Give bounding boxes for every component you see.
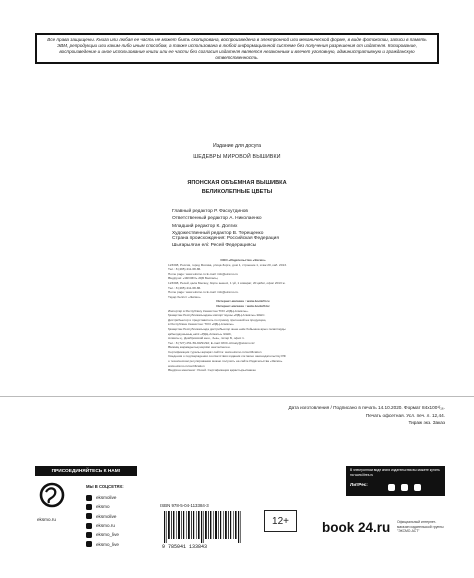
book-title-line-2: ВЕЛИКОЛЕПНЫЕ ЦВЕТЫ	[201, 189, 273, 195]
kz-line: қабылдаушының өкілі «РДЦ-Алматы» ЖШС,	[168, 331, 232, 336]
kz-line: Импортёр в Республику Казахстан ТОО «РДЦ-Алматы».	[168, 308, 249, 313]
junior-editor: Младший редактор К. Долгих	[172, 223, 238, 229]
copyright-notice-text: Все права защищены. Книга или любая ее часть не может быть скопирована, воспроизведена в электронной или механической форме, в виде фотокопии, записи в память ЭВМ, репродукции или каким-либо иным способом, а также использована в любой информационной системе без получения разрешения от издателя. Копирование, воспроизведение и иное использование книги или ее части без согласия издателя является незаконным и влечет уголовную, административную и гражданскую ответственность.	[47, 37, 427, 61]
join-us-banner: ПРИСОЕДИНЯЙТЕСЬ К НАМ!	[35, 466, 137, 476]
print-info	[185, 404, 445, 427]
odnoklassniki-icon	[86, 523, 92, 529]
divider	[0, 396, 474, 397]
publisher-line: 123308, Ресей, қала Мәскеу, Зорге көшесі, 1 үй, 1 ғимарат, 20 қабат, офис 2013 ж.	[168, 280, 286, 285]
book24-logo[interactable]: book 24.ru	[322, 520, 391, 535]
publisher-line: Home page: www.eksmo.ru E-mail: info@eksmo.ru	[168, 271, 239, 276]
isbn: ISBN 978-5-04-113384-3	[160, 503, 209, 508]
facebook-icon	[86, 504, 92, 510]
litres-logo: ЛитРес:	[350, 482, 368, 487]
kz-line: Дистрибьютор и представитель по приему претензий на продукцию,	[168, 317, 267, 322]
kz-line: в Республике Казахстан: ТОО «РДЦ-Алматы»	[168, 322, 234, 327]
edition-type: Издание для досуга	[212, 143, 262, 149]
eksmo-site[interactable]: eksmo.ru	[37, 517, 56, 522]
vk-icon	[86, 495, 92, 501]
kz-line: www.eksmo.ru/certification	[168, 363, 205, 368]
editor-credits	[172, 208, 263, 238]
barcode-icon	[160, 511, 252, 549]
print-specs: Печать офсетная. Усл. печ. л. 12,44.	[365, 412, 445, 418]
litres-text: В электронном виде книги издательства вы можете купить на www.litres.ru	[350, 468, 440, 477]
publisher-line: Home page: www.eksmo.ru E-mail: info@eksmo.ru.	[168, 290, 239, 295]
series-name: ШЕДЕВРЫ МИРОВОЙ ВЫШИВКИ	[193, 154, 281, 160]
social-link[interactable]: eksmo	[86, 502, 119, 511]
publisher-line: Тауар белгісі: «Эксмо»	[168, 294, 201, 299]
kz-line: Сведения о подтверждении соответствия издания согласно законодательству РФ	[168, 354, 286, 359]
art-editor: Художественный редактор В. Терещенко	[172, 231, 264, 237]
social-link[interactable]: eksmo_live	[86, 539, 119, 548]
instagram-icon	[86, 513, 92, 519]
country-of-origin	[172, 235, 279, 250]
publisher-details	[168, 258, 318, 373]
publisher-name: ООО «Издательство «Эксмо»	[220, 258, 266, 262]
social-links	[86, 493, 119, 549]
kz-line: Тел.: 8 (727) 251-59-90/91/92; E-mail: RDC-Almaty@eksmo.kz	[168, 340, 255, 345]
barcode-digits: 9 785041 133843	[162, 544, 208, 549]
print-run: Тираж экз. Заказ	[408, 420, 445, 426]
app-store-icons	[388, 484, 421, 491]
kz-line: Қазақстан Республикасында дистрибьютор және өнім бойынша арыз-талаптарды	[168, 326, 286, 331]
copyright-notice	[35, 33, 439, 64]
book24-tagline: Официальный интернет-магазин издательской группы "ЭКСМО-АСТ"	[397, 520, 444, 534]
publisher-line: Өндіруші: «ЭКСМО» АҚБ Баспасы,	[168, 276, 219, 281]
windows-icon	[414, 484, 421, 491]
kz-line: о техническом регулировании можно получить на сайте Издательства «Эксмо»	[168, 359, 283, 364]
kz-line: Өнімнің жарамдылық мерзімі шектелмеген.	[168, 345, 231, 350]
social-link[interactable]: eksmolive	[86, 493, 119, 502]
eksmo-logo-icon	[39, 482, 65, 512]
social-link[interactable]: eksmo.ru	[86, 521, 119, 530]
publisher-line: 123308, Россия, город Москва, улица Зорге, дом 1, строение 1, этаж 20, каб. 2013.	[168, 262, 287, 267]
responsible-editor: Ответственный редактор А. Николаенко	[172, 216, 262, 222]
kz-line: Алматы қ., Домбровский көш., 3«а», литер Б, офис 1.	[168, 336, 245, 341]
youtube-icon	[86, 532, 92, 538]
kz-line: Өндірген мемлекет: Ресей. Сертификация қарастырылмаған	[168, 368, 256, 373]
chief-editor: Главный редактор Р. Фасхутдинов	[172, 209, 248, 214]
origin-ru: Страна происхождения: Российская Федерация	[172, 236, 279, 241]
print-date: Дата изготовления / Подписано в печать 14.10.2020. Формат 84x100¹/₁₆.	[288, 405, 445, 410]
book-title-line-1: ЯПОНСКАЯ ОБЪЕМНАЯ ВЫШИВКА	[187, 180, 287, 186]
publisher-line: Тел.: 8 (495) 411-68-86.	[168, 285, 202, 290]
publisher-line: Тел.: 8 (495) 411-68-86.	[168, 267, 202, 272]
android-icon	[401, 484, 408, 491]
internet-shop-ru: Интернет-магазин : www.book24.ru	[216, 299, 270, 304]
social-link[interactable]: eksmo_live	[86, 530, 119, 539]
social-link[interactable]: eksmolive	[86, 512, 119, 521]
internet-shop-kz: Интернет-магазин : www.book24.kz	[216, 303, 270, 308]
origin-kz: Шығарылған елі: Ресей Федерациясы	[172, 243, 257, 249]
kz-line: Қазақстан Республикасындағы импорттаушы «РДЦ-Алматы» ЖШС.	[168, 313, 266, 318]
social-heading: МЫ В СОЦСЕТЯХ:	[86, 484, 124, 489]
apple-icon	[388, 484, 395, 491]
age-rating-badge: 12+	[264, 510, 297, 532]
twitter-icon	[86, 541, 92, 547]
kz-line: Сертификация туралы ақпарат сайтта: www.eksmo.ru/certification	[168, 349, 262, 354]
